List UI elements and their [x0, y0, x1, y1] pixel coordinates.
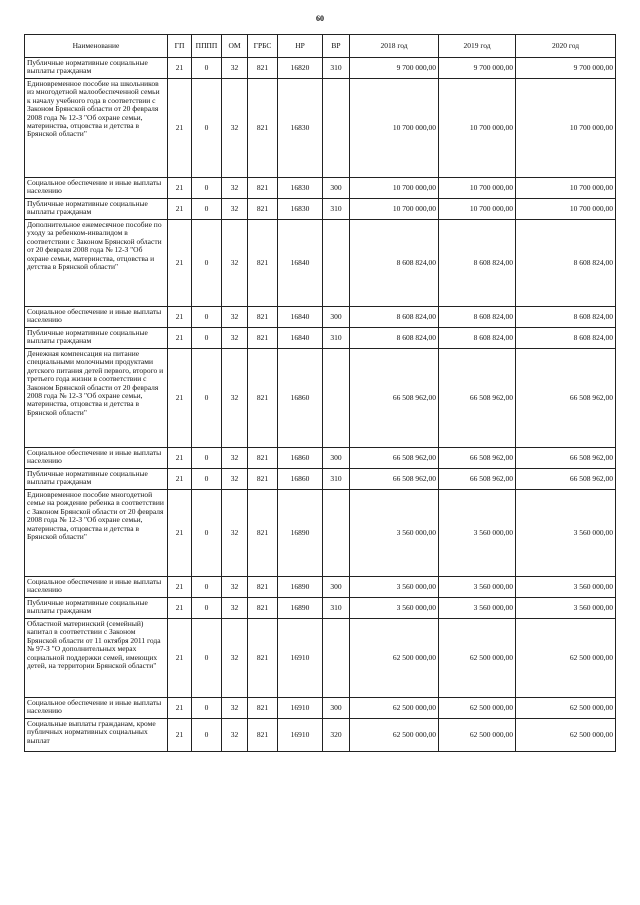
- cell-vr: 300: [323, 577, 350, 598]
- header-nr: НР: [278, 35, 323, 58]
- cell-2020: 62 500 000,00: [516, 698, 616, 719]
- cell-2018: 3 560 000,00: [350, 577, 439, 598]
- cell-pppp: 0: [192, 490, 222, 577]
- cell-vr: 310: [323, 199, 350, 220]
- cell-2019: 8 608 824,00: [439, 307, 516, 328]
- cell-2018: 8 608 824,00: [350, 220, 439, 307]
- cell-2020: 3 560 000,00: [516, 490, 616, 577]
- table-row: [25, 698, 616, 719]
- cell-name: Публичные нормативные социальные выплаты гражданам: [25, 328, 168, 349]
- cell-vr: 310: [323, 328, 350, 349]
- cell-2020: 10 700 000,00: [516, 199, 616, 220]
- cell-name: Публичные нормативные социальные выплаты гражданам: [25, 58, 168, 79]
- cell-nr: 16890: [278, 598, 323, 619]
- cell-pppp: 0: [192, 58, 222, 79]
- cell-2020: 8 608 824,00: [516, 307, 616, 328]
- cell-pppp: 0: [192, 619, 222, 698]
- cell-2018: 10 700 000,00: [350, 79, 439, 178]
- cell-gp: 21: [168, 619, 192, 698]
- header-vr: ВР: [323, 35, 350, 58]
- cell-name: Социальное обеспечение и иные выплаты населению: [25, 307, 168, 328]
- cell-grbs: 821: [248, 469, 278, 490]
- cell-2019: 3 560 000,00: [439, 490, 516, 577]
- cell-name: Социальные выплаты гражданам, кроме публичных нормативных социальных выплат: [25, 719, 168, 752]
- cell-2020: 66 508 962,00: [516, 448, 616, 469]
- cell-vr: 300: [323, 178, 350, 199]
- cell-name: Единовременное пособие многодетной семье на рождение ребенка в соответствии с Законом Брянской области от 20 февраля 2008 года № 12-З "Об охране семьи, материнства, отцовства и детства в Брянской области": [25, 490, 168, 577]
- cell-2018: 62 500 000,00: [350, 719, 439, 752]
- header-pppp: ПППП: [192, 35, 222, 58]
- cell-name: Публичные нормативные социальные выплаты гражданам: [25, 469, 168, 490]
- cell-2018: 62 500 000,00: [350, 619, 439, 698]
- cell-gp: 21: [168, 577, 192, 598]
- cell-vr: [323, 220, 350, 307]
- cell-gp: 21: [168, 178, 192, 199]
- cell-pppp: 0: [192, 719, 222, 752]
- table-row: [25, 58, 616, 79]
- cell-om: 32: [222, 448, 248, 469]
- cell-name: Денежная компенсация на питание специальными молочными продуктами детского питания детей первого, второго и третьего года жизни в соответствии с Законом Брянской области от 20 февраля 2008 года № 12-З "Об охране семьи, материнства, отцовства и детства в Брянской области": [25, 349, 168, 448]
- cell-2019: 66 508 962,00: [439, 349, 516, 448]
- cell-nr: 16860: [278, 469, 323, 490]
- cell-nr: 16830: [278, 199, 323, 220]
- cell-2018: 66 508 962,00: [350, 469, 439, 490]
- cell-vr: 310: [323, 58, 350, 79]
- cell-gp: 21: [168, 598, 192, 619]
- cell-2018: 66 508 962,00: [350, 349, 439, 448]
- cell-2020: 66 508 962,00: [516, 349, 616, 448]
- table-row: [25, 307, 616, 328]
- cell-name: Публичные нормативные социальные выплаты гражданам: [25, 199, 168, 220]
- cell-gp: 21: [168, 490, 192, 577]
- cell-nr: 16840: [278, 328, 323, 349]
- cell-name: Социальное обеспечение и иные выплаты населению: [25, 698, 168, 719]
- header-2020: 2020 год: [516, 35, 616, 58]
- cell-2020: 3 560 000,00: [516, 577, 616, 598]
- table-row: [25, 577, 616, 598]
- cell-om: 32: [222, 619, 248, 698]
- cell-vr: 300: [323, 448, 350, 469]
- cell-2020: 62 500 000,00: [516, 719, 616, 752]
- table-row: [25, 349, 616, 448]
- cell-name: Социальное обеспечение и иные выплаты населению: [25, 178, 168, 199]
- cell-om: 32: [222, 490, 248, 577]
- cell-2020: 66 508 962,00: [516, 469, 616, 490]
- cell-2018: 10 700 000,00: [350, 178, 439, 199]
- cell-pppp: 0: [192, 307, 222, 328]
- cell-gp: 21: [168, 220, 192, 307]
- cell-gp: 21: [168, 328, 192, 349]
- cell-pppp: 0: [192, 328, 222, 349]
- budget-table: [24, 34, 616, 752]
- cell-grbs: 821: [248, 178, 278, 199]
- cell-om: 32: [222, 577, 248, 598]
- cell-nr: 16840: [278, 220, 323, 307]
- table-row: [25, 79, 616, 178]
- cell-grbs: 821: [248, 328, 278, 349]
- cell-nr: 16820: [278, 58, 323, 79]
- header-name: Наименование: [25, 35, 168, 58]
- header-2019: 2019 год: [439, 35, 516, 58]
- table-row: [25, 178, 616, 199]
- cell-2020: 8 608 824,00: [516, 220, 616, 307]
- cell-name: Дополнительное ежемесячное пособие по уходу за ребенком-инвалидом в соответствии с Законом Брянской области от 20 февраля 2008 года № 12-З "Об охране семьи, материнства, отцовства и детства в Брянской области": [25, 220, 168, 307]
- cell-vr: 310: [323, 469, 350, 490]
- table-row: [25, 469, 616, 490]
- cell-2019: 62 500 000,00: [439, 719, 516, 752]
- cell-grbs: 821: [248, 307, 278, 328]
- cell-2018: 66 508 962,00: [350, 448, 439, 469]
- cell-nr: 16910: [278, 719, 323, 752]
- table-row: [25, 448, 616, 469]
- cell-grbs: 821: [248, 577, 278, 598]
- cell-2019: 9 700 000,00: [439, 58, 516, 79]
- cell-om: 32: [222, 598, 248, 619]
- table-row: [25, 619, 616, 698]
- table-row: [25, 199, 616, 220]
- cell-nr: 16890: [278, 577, 323, 598]
- table-row: [25, 490, 616, 577]
- cell-om: 32: [222, 178, 248, 199]
- cell-gp: 21: [168, 199, 192, 220]
- cell-2019: 8 608 824,00: [439, 220, 516, 307]
- cell-grbs: 821: [248, 349, 278, 448]
- cell-gp: 21: [168, 698, 192, 719]
- table-row: [25, 220, 616, 307]
- cell-2020: 3 560 000,00: [516, 598, 616, 619]
- cell-om: 32: [222, 199, 248, 220]
- cell-pppp: 0: [192, 220, 222, 307]
- cell-2019: 66 508 962,00: [439, 469, 516, 490]
- cell-gp: 21: [168, 58, 192, 79]
- cell-nr: 16840: [278, 307, 323, 328]
- cell-grbs: 821: [248, 79, 278, 178]
- cell-om: 32: [222, 220, 248, 307]
- cell-name: Публичные нормативные социальные выплаты гражданам: [25, 598, 168, 619]
- cell-2019: 10 700 000,00: [439, 79, 516, 178]
- table-header: [25, 35, 616, 58]
- cell-om: 32: [222, 328, 248, 349]
- cell-nr: 16910: [278, 619, 323, 698]
- cell-2019: 3 560 000,00: [439, 598, 516, 619]
- cell-nr: 16910: [278, 698, 323, 719]
- cell-2020: 8 608 824,00: [516, 328, 616, 349]
- cell-vr: 320: [323, 719, 350, 752]
- cell-2019: 3 560 000,00: [439, 577, 516, 598]
- cell-nr: 16890: [278, 490, 323, 577]
- cell-grbs: 821: [248, 199, 278, 220]
- cell-2019: 10 700 000,00: [439, 178, 516, 199]
- cell-pppp: 0: [192, 448, 222, 469]
- cell-nr: 16860: [278, 349, 323, 448]
- cell-gp: 21: [168, 79, 192, 178]
- cell-gp: 21: [168, 719, 192, 752]
- cell-gp: 21: [168, 469, 192, 490]
- cell-pppp: 0: [192, 469, 222, 490]
- cell-2020: 10 700 000,00: [516, 178, 616, 199]
- cell-vr: [323, 79, 350, 178]
- cell-2019: 62 500 000,00: [439, 698, 516, 719]
- cell-vr: 300: [323, 698, 350, 719]
- header-grbs: ГРБС: [248, 35, 278, 58]
- cell-pppp: 0: [192, 698, 222, 719]
- cell-2018: 62 500 000,00: [350, 698, 439, 719]
- cell-vr: [323, 619, 350, 698]
- table-row: [25, 328, 616, 349]
- cell-gp: 21: [168, 349, 192, 448]
- cell-grbs: 821: [248, 698, 278, 719]
- cell-2019: 10 700 000,00: [439, 199, 516, 220]
- cell-2018: 9 700 000,00: [350, 58, 439, 79]
- cell-grbs: 821: [248, 220, 278, 307]
- cell-2020: 62 500 000,00: [516, 619, 616, 698]
- cell-pppp: 0: [192, 577, 222, 598]
- cell-name: Социальное обеспечение и иные выплаты населению: [25, 577, 168, 598]
- cell-pppp: 0: [192, 598, 222, 619]
- cell-grbs: 821: [248, 58, 278, 79]
- cell-gp: 21: [168, 448, 192, 469]
- cell-om: 32: [222, 719, 248, 752]
- cell-nr: 16830: [278, 178, 323, 199]
- cell-grbs: 821: [248, 490, 278, 577]
- cell-2020: 10 700 000,00: [516, 79, 616, 178]
- cell-grbs: 821: [248, 719, 278, 752]
- cell-om: 32: [222, 469, 248, 490]
- cell-2019: 62 500 000,00: [439, 619, 516, 698]
- cell-gp: 21: [168, 307, 192, 328]
- cell-om: 32: [222, 79, 248, 178]
- cell-nr: 16830: [278, 79, 323, 178]
- cell-2018: 10 700 000,00: [350, 199, 439, 220]
- header-gp: ГП: [168, 35, 192, 58]
- page-number: 60: [316, 14, 324, 23]
- header-2018: 2018 год: [350, 35, 439, 58]
- cell-name: Областной материнский (семейный) капитал в соответствии с Законом Брянской области от 11 октября 2011 года № 97-З "О дополнительных мерах социальной поддержки семей, имеющих детей, на территории Брянской области": [25, 619, 168, 698]
- cell-om: 32: [222, 307, 248, 328]
- cell-2018: 3 560 000,00: [350, 598, 439, 619]
- cell-om: 32: [222, 349, 248, 448]
- cell-vr: [323, 490, 350, 577]
- cell-pppp: 0: [192, 178, 222, 199]
- cell-2019: 66 508 962,00: [439, 448, 516, 469]
- cell-grbs: 821: [248, 619, 278, 698]
- cell-nr: 16860: [278, 448, 323, 469]
- cell-2019: 8 608 824,00: [439, 328, 516, 349]
- cell-pppp: 0: [192, 349, 222, 448]
- cell-vr: 300: [323, 307, 350, 328]
- cell-2018: 8 608 824,00: [350, 328, 439, 349]
- cell-name: Социальное обеспечение и иные выплаты населению: [25, 448, 168, 469]
- cell-pppp: 0: [192, 199, 222, 220]
- cell-2020: 9 700 000,00: [516, 58, 616, 79]
- cell-2018: 3 560 000,00: [350, 490, 439, 577]
- cell-pppp: 0: [192, 79, 222, 178]
- table-row: [25, 719, 616, 752]
- cell-om: 32: [222, 58, 248, 79]
- table-row: [25, 598, 616, 619]
- header-om: ОМ: [222, 35, 248, 58]
- cell-grbs: 821: [248, 598, 278, 619]
- cell-name: Единовременное пособие на школьников из многодетной малообеспеченной семьи к началу учебного года в соответствии с Законом Брянской области от 20 февраля 2008 года № 12-З "Об охране семьи, материнства, отцовства и детства в Брянской области": [25, 79, 168, 178]
- cell-vr: 310: [323, 598, 350, 619]
- cell-2018: 8 608 824,00: [350, 307, 439, 328]
- cell-vr: [323, 349, 350, 448]
- cell-grbs: 821: [248, 448, 278, 469]
- table-body: [25, 58, 616, 752]
- cell-om: 32: [222, 698, 248, 719]
